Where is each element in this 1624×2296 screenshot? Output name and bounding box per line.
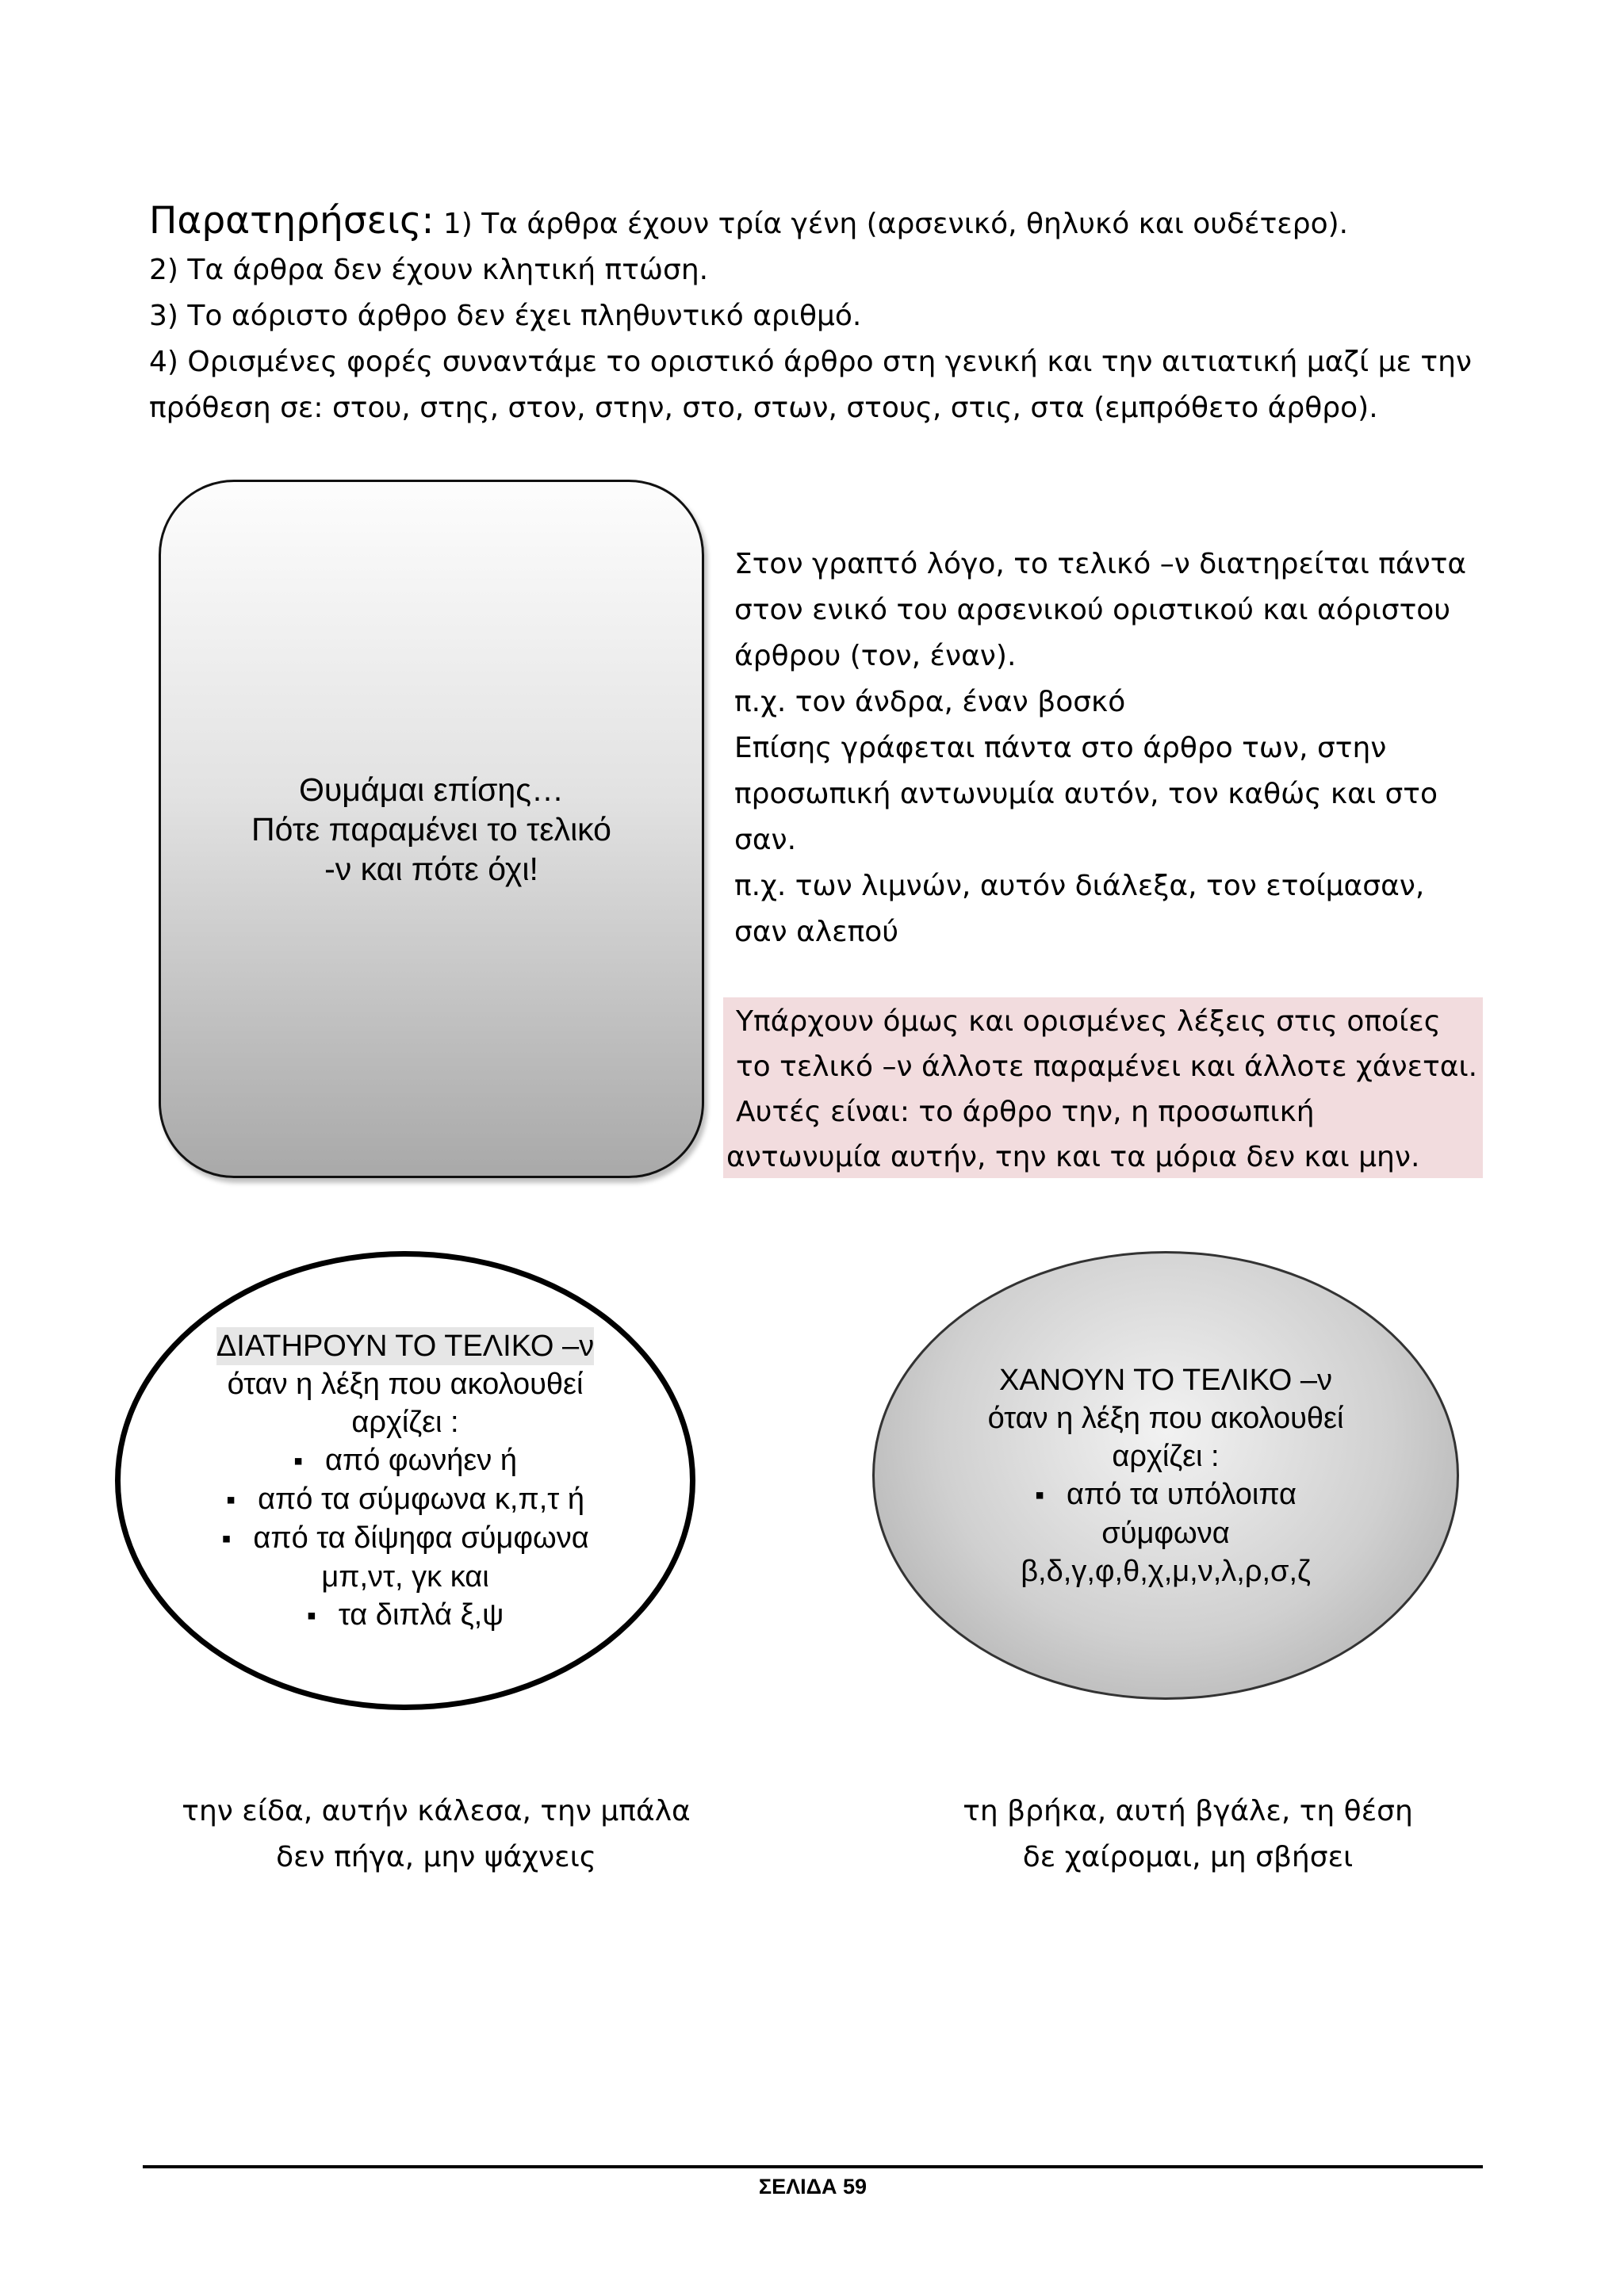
observation-line-2: 2) Τα άρθρα δεν έχουν κλητική πτώση. — [149, 254, 709, 286]
observation-line-5: πρόθεση σε: στου, στης, στον, στην, στο, στων, στους, στις, στα (εμπρόθετο άρθρο). — [149, 392, 1378, 424]
keep-example-line-2: δεν πήγα, μην ψάχνεις — [276, 1841, 596, 1873]
drop-example-line-2: δε χαίρομαι, μη σβήσει — [1022, 1841, 1354, 1873]
keep-ellipse-bullet-2 — [216, 1480, 594, 1519]
highlight-line: Αυτές είναι: το άρθρο την, η προσωπική — [736, 1096, 1315, 1128]
observation-line-1 — [149, 198, 1497, 247]
drop-example-line-1: τη βρήκα, αυτή βγάλε, τη θέση — [963, 1795, 1413, 1827]
bullet-icon — [226, 1483, 258, 1516]
rule-line: άρθρου (τον, έναν). — [734, 640, 1017, 672]
rule-line: σαν αλεπού — [734, 916, 899, 948]
keep-ellipse-title: ΔΙΑΤΗΡΟΥΝ ΤΟ ΤΕΛΙΚΟ –ν — [216, 1327, 594, 1365]
keep-bullet-text: τα διπλά ξ,ψ — [338, 1598, 504, 1632]
bullet-icon — [221, 1521, 253, 1555]
observation-text-1: 1) Τα άρθρα έχουν τρία γένη (αρσενικό, θηλυκό και ουδέτερο). — [434, 208, 1349, 240]
keep-ellipse-line-1: όταν η λέξη που ακολουθεί — [227, 1367, 584, 1401]
rule-line: σαν. — [734, 824, 797, 856]
bullet-icon — [1035, 1478, 1067, 1511]
observation-line-3: 3) Το αόριστο άρθρο δεν έχει πληθυντικό αριθμό. — [149, 300, 862, 332]
keep-ellipse-line-2: αρχίζει : — [351, 1405, 459, 1439]
highlight-line: Υπάρχουν όμως και ορισμένες λέξεις στις οποίες — [736, 1005, 1441, 1038]
reminder-line-1: Θυμάμαι επίσης… — [298, 771, 564, 808]
drop-final-n-ellipse — [872, 1251, 1459, 1700]
drop-ellipse-content — [988, 1361, 1344, 1590]
drop-ellipse-bullet-1 — [988, 1475, 1344, 1514]
highlight-line: αντωνυμία αυτήν, την και τα μόρια δεν και μην. — [726, 1141, 1420, 1173]
reminder-line-2: Πότε παραμένει το τελικό — [251, 810, 611, 848]
keep-ellipse-content — [216, 1327, 594, 1635]
observation-line-4: 4) Ορισμένες φορές συναντάμε το οριστικό άρθρο στη γενική και την αιτιατική μαζί με την — [149, 346, 1473, 378]
keep-example-line-1: την είδα, αυτήν κάλεσα, την μπάλα — [182, 1795, 691, 1827]
observations-heading: Παρατηρήσεις: — [149, 199, 435, 243]
reminder-box — [159, 480, 704, 1178]
drop-ellipse-bullet-1-cont-2: β,δ,γ,φ,θ,χ,μ,ν,λ,ρ,σ,ζ — [1021, 1554, 1311, 1588]
keep-ellipse-bullet-4 — [216, 1596, 594, 1635]
drop-ellipse-bullet-1-cont-1: σύμφωνα — [1101, 1516, 1230, 1550]
rule-line: π.χ. των λιμνών, αυτόν διάλεξα, τον ετοίμασαν, — [734, 870, 1425, 902]
reminder-line-3: -ν και πότε όχι! — [324, 850, 538, 887]
drop-ellipse-line-1: όταν η λέξη που ακολουθεί — [987, 1401, 1344, 1435]
rule-line: στον ενικό του αρσενικού οριστικού και αόριστου — [734, 594, 1451, 626]
rule-text-block — [734, 541, 1496, 955]
highlight-text-block — [726, 999, 1488, 1180]
keep-ellipse-bullet-3-cont: μπ,ντ, γκ και — [321, 1559, 489, 1594]
rule-line: Στον γραπτό λόγο, το τελικό –ν διατηρείται πάντα — [734, 548, 1467, 580]
footer-divider — [143, 2165, 1483, 2168]
keep-ellipse-bullet-3 — [216, 1519, 594, 1558]
keep-final-n-ellipse — [115, 1251, 695, 1710]
highlight-line: το τελικό –ν άλλοτε παραμένει και άλλοτε χάνεται. — [736, 1050, 1478, 1083]
keep-examples — [159, 1789, 714, 1881]
page-number: ΣΕΛΙΔΑ 59 — [758, 2175, 868, 2198]
drop-examples — [926, 1789, 1450, 1881]
drop-bullet-text: από τα υπόλοιπα — [1067, 1477, 1297, 1511]
drop-ellipse-line-2: αρχίζει : — [1112, 1439, 1220, 1473]
rule-line: π.χ. τον άνδρα, έναν βοσκό — [734, 686, 1126, 718]
bullet-icon — [307, 1598, 339, 1632]
keep-bullet-text: από φωνήεν ή — [325, 1443, 517, 1477]
drop-ellipse-title: ΧΑΝΟΥΝ ΤΟ ΤΕΛΙΚΟ –ν — [998, 1363, 1332, 1397]
keep-bullet-text: από τα σύμφωνα κ,π,τ ή — [258, 1482, 584, 1516]
observations-block — [149, 198, 1497, 431]
rule-line: Επίσης γράφεται πάντα στο άρθρο των, στην — [734, 732, 1387, 764]
rule-line: προσωπική αντωνυμία αυτόν, τον καθώς και στο — [734, 778, 1438, 810]
keep-ellipse-bullet-1 — [216, 1441, 594, 1480]
bullet-icon — [293, 1444, 325, 1477]
keep-bullet-text: από τα δίψηφα σύμφωνα — [253, 1521, 589, 1555]
